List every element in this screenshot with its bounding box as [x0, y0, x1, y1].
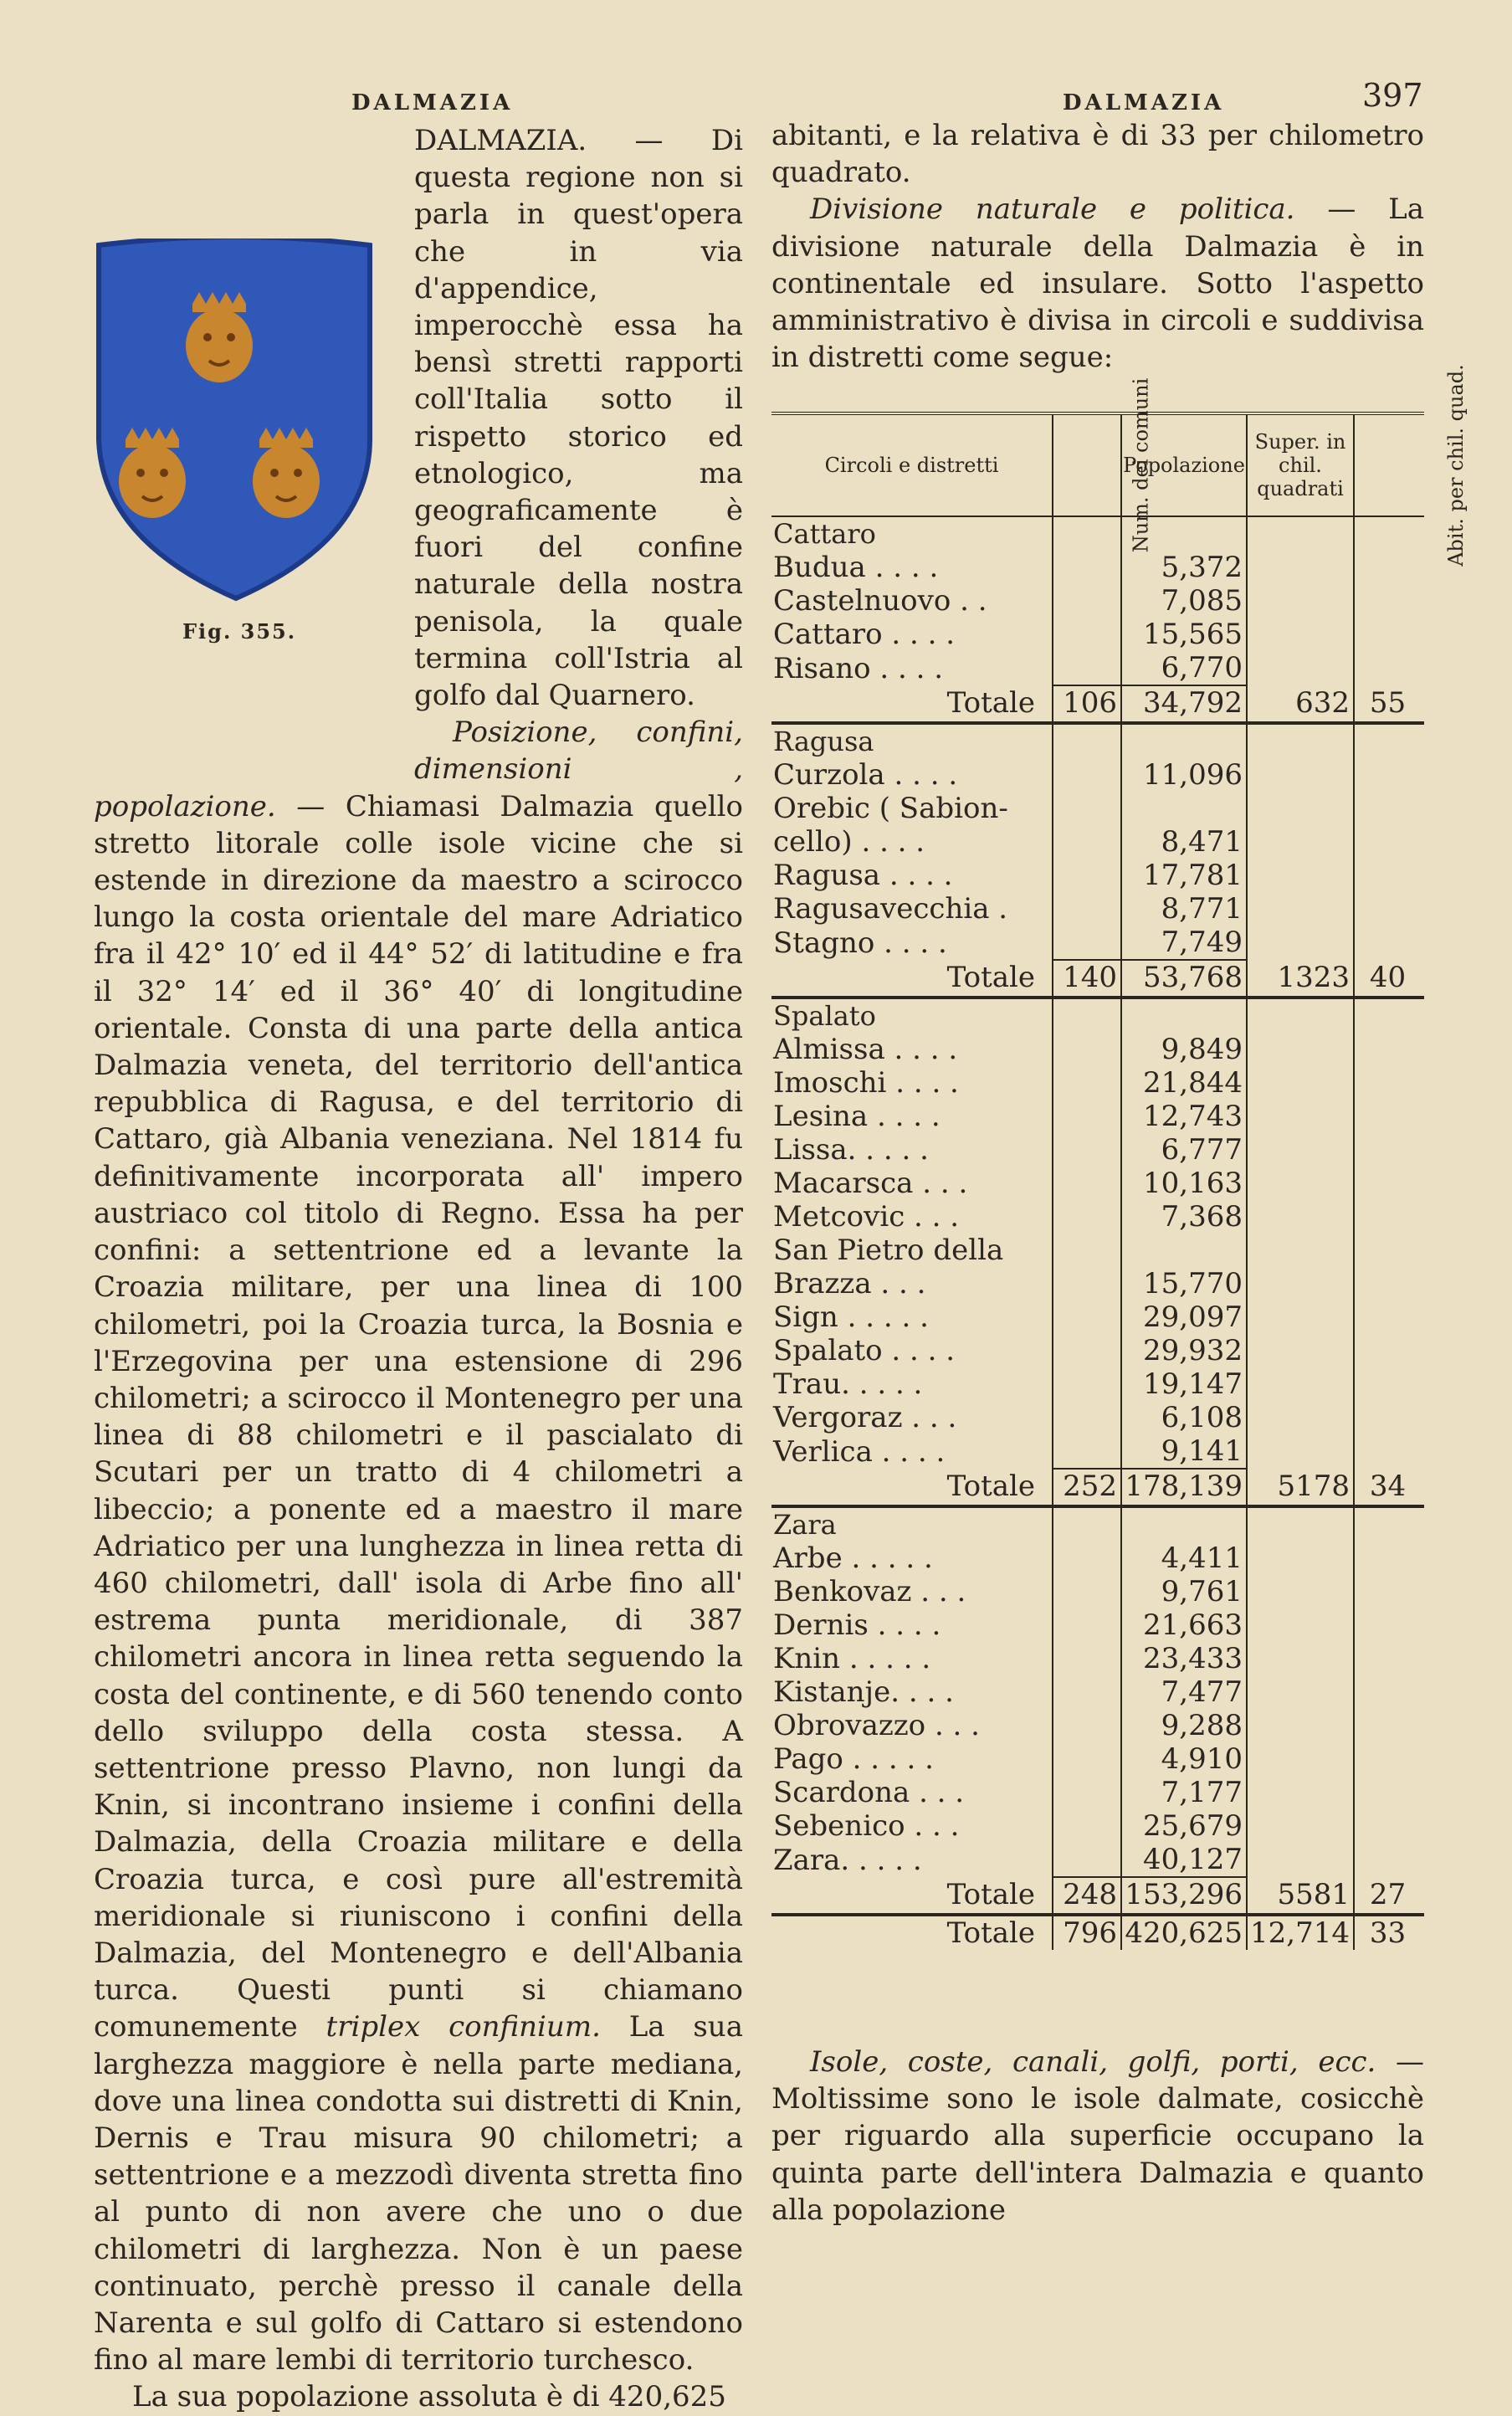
- cell-ab: [1354, 618, 1424, 651]
- table-row: [771, 1709, 1424, 1742]
- table-row: [771, 1167, 1424, 1200]
- cell-sup: [1247, 1100, 1354, 1133]
- cell-ab: [1354, 1541, 1424, 1575]
- population-paragraph: La sua popolazione assoluta è di 420,625: [132, 2380, 726, 2414]
- cell-pop: [1121, 1506, 1247, 1541]
- cell-ab: [1354, 1709, 1424, 1742]
- district-population: 4,411: [1121, 1541, 1247, 1575]
- district-population: 19,147: [1121, 1367, 1247, 1401]
- district-name: Curzola . . . .: [773, 758, 958, 792]
- district-name: Stagno . . . .: [773, 926, 947, 960]
- cell-ab: [1354, 723, 1424, 758]
- section-title-position: Posizione, confini, dimensioni , popolazione.: [94, 716, 743, 823]
- cell-sup: [1247, 1506, 1354, 1541]
- cell-sup: [1247, 1709, 1354, 1742]
- table-row: [771, 1742, 1424, 1776]
- cell-num: [1053, 1367, 1121, 1401]
- circle-name: Cattaro: [773, 518, 876, 550]
- district-population: 9,849: [1121, 1033, 1247, 1066]
- table-row: [771, 1843, 1424, 1877]
- continuation-paragraph: abitanti, e la relativa è di 33 per chilometro quadrato.: [771, 119, 1424, 190]
- cell-sup: [1247, 859, 1354, 892]
- total-population: 178,139: [1121, 1469, 1247, 1506]
- table-row: [771, 618, 1424, 651]
- table-row: [771, 584, 1424, 618]
- page-number: 397: [1362, 77, 1423, 114]
- grand-total-superficie: 12,714: [1247, 1915, 1354, 1950]
- district-population: 9,761: [1121, 1575, 1247, 1608]
- total-label: Totale: [771, 685, 1053, 723]
- figure-spacer: [94, 233, 407, 768]
- cell-num: [1053, 1843, 1121, 1877]
- cell-ab: [1354, 792, 1424, 825]
- cell-num: [1053, 1675, 1121, 1709]
- district-population: 29,097: [1121, 1300, 1247, 1334]
- cell-ab: [1354, 859, 1424, 892]
- cell-ab: [1354, 1100, 1424, 1133]
- triplex-confinium: triplex confinium.: [325, 2010, 601, 2044]
- cell-num: [1053, 1167, 1121, 1200]
- cell-sup: [1247, 1642, 1354, 1675]
- cell-sup: [1247, 1234, 1354, 1267]
- cell-num: [1053, 892, 1121, 926]
- table-row-total: [771, 1877, 1424, 1915]
- cell-sup: [1247, 1809, 1354, 1843]
- cell-sup: [1247, 1401, 1354, 1434]
- cell-num: [1053, 998, 1121, 1033]
- cell-sup: [1247, 1575, 1354, 1608]
- position-paragraph: [94, 714, 743, 2378]
- district-population: 7,368: [1121, 1200, 1247, 1234]
- cell-num: [1053, 1401, 1121, 1434]
- district-name: Zara. . . . .: [773, 1843, 922, 1877]
- cell-ab: [1354, 1300, 1424, 1334]
- district-name: Risano . . . .: [773, 651, 944, 685]
- district-name: Castelnuovo . .: [773, 584, 987, 618]
- total-abitanti: 34: [1354, 1469, 1424, 1506]
- total-num-comuni: 252: [1053, 1469, 1121, 1506]
- district-population: 6,777: [1121, 1133, 1247, 1167]
- cell-ab: [1354, 1434, 1424, 1469]
- total-superficie: 5178: [1247, 1469, 1354, 1506]
- cell-ab: [1354, 892, 1424, 926]
- cell-num: [1053, 1300, 1121, 1334]
- table-row: [771, 1133, 1424, 1167]
- district-population: 10,163: [1121, 1167, 1247, 1200]
- width-text: La sua larghezza maggiore è nella parte mediana, dove una linea condotta sui distretti di Knin, Dernis e Trau misura 90 chilometri; a settentrione e a mezzodì diventa stretta fino al punto di non avere che uno o due chilometri di larghezza. Non è un paese continuato, perchè presso il canale della Narenta e sul golfo di Cattaro si estendono fino al mare lembi di territorio turchesco.: [94, 2010, 743, 2378]
- cell-num: [1053, 1809, 1121, 1843]
- table-row: [771, 1234, 1424, 1267]
- division-text: — La divisione naturale della Dalmazia è in continentale ed insulare. Sotto l'aspetto amministrativo è divisa in circoli e suddivisa in distretti come segue:: [771, 192, 1424, 375]
- table-row-circle: [771, 998, 1424, 1033]
- cell-sup: [1247, 1267, 1354, 1300]
- header-circoli: Circoli e distretti: [771, 413, 1053, 516]
- cell-num: [1053, 1133, 1121, 1167]
- table-row: [771, 1642, 1424, 1675]
- division-paragraph: [771, 191, 1424, 376]
- cell-sup: [1247, 516, 1354, 551]
- table-row: [771, 1608, 1424, 1642]
- district-population: 7,477: [1121, 1675, 1247, 1709]
- cell-num: [1053, 825, 1121, 859]
- cell-ab: [1354, 1200, 1424, 1234]
- table-row: [771, 825, 1424, 859]
- district-name: Orebic ( Sabion-: [773, 792, 1008, 825]
- district-name: Metcovic . . .: [773, 1200, 960, 1234]
- total-num-comuni: 140: [1053, 960, 1121, 998]
- cell-num: [1053, 551, 1121, 584]
- district-name: Cattaro . . . .: [773, 618, 956, 651]
- total-superficie: 5581: [1247, 1877, 1354, 1915]
- header-superficie: Super. in chil. quadrati: [1247, 413, 1354, 516]
- district-name: Pago . . . . .: [773, 1742, 934, 1776]
- cell-ab: [1354, 926, 1424, 960]
- table-row: [771, 551, 1424, 584]
- district-name: Macarsca . . .: [773, 1167, 968, 1200]
- cell-sup: [1247, 1033, 1354, 1066]
- district-population: 17,781: [1121, 859, 1247, 892]
- cell-num: [1053, 651, 1121, 685]
- district-name: Ragusa . . . .: [773, 859, 953, 892]
- district-population: 9,288: [1121, 1709, 1247, 1742]
- cell-num: [1053, 1200, 1121, 1234]
- total-population: 53,768: [1121, 960, 1247, 998]
- total-num-comuni: 106: [1053, 685, 1121, 723]
- district-name: Knin . . . . .: [773, 1642, 931, 1675]
- circle-name: Zara: [773, 1509, 837, 1541]
- total-abitanti: 40: [1354, 960, 1424, 998]
- table-row: [771, 1066, 1424, 1100]
- table-row: [771, 1809, 1424, 1843]
- district-population: 9,141: [1121, 1434, 1247, 1469]
- cell-ab: [1354, 1843, 1424, 1877]
- cell-ab: [1354, 1575, 1424, 1608]
- total-num-comuni: 248: [1053, 1877, 1121, 1915]
- cell-sup: [1247, 1200, 1354, 1234]
- district-population: 4,910: [1121, 1742, 1247, 1776]
- cell-sup: [1247, 926, 1354, 960]
- district-name: Lissa. . . . .: [773, 1133, 929, 1167]
- cell-sup: [1247, 1742, 1354, 1776]
- district-name: Arbe . . . . .: [773, 1541, 933, 1575]
- cell-num: [1053, 1709, 1121, 1742]
- left-column-text: [94, 122, 743, 2416]
- table-body: [771, 516, 1424, 1950]
- article-lead-word-text: DALMAZIA.: [414, 124, 587, 157]
- total-abitanti: 27: [1354, 1877, 1424, 1915]
- cell-ab: [1354, 1675, 1424, 1709]
- district-name: Brazza . . .: [773, 1267, 926, 1300]
- grand-total-population: 420,625: [1121, 1915, 1247, 1950]
- table-row-circle: [771, 723, 1424, 758]
- table-row: [771, 1575, 1424, 1608]
- table-row: [771, 792, 1424, 825]
- cell-ab: [1354, 551, 1424, 584]
- table-row-total: [771, 960, 1424, 998]
- district-population: 11,096: [1121, 758, 1247, 792]
- district-population: 6,108: [1121, 1401, 1247, 1434]
- table-row: [771, 926, 1424, 960]
- district-name: Dernis . . . .: [773, 1608, 941, 1642]
- cell-sup: [1247, 651, 1354, 685]
- cell-ab: [1354, 1334, 1424, 1367]
- cell-ab: [1354, 1608, 1424, 1642]
- cell-sup: [1247, 723, 1354, 758]
- cell-ab: [1354, 1642, 1424, 1675]
- district-name: cello) . . . .: [773, 825, 925, 859]
- district-name: Trau. . . . .: [773, 1367, 923, 1401]
- table-row: [771, 758, 1424, 792]
- running-head-left: DALMAZIA: [351, 90, 514, 115]
- cell-num: [1053, 926, 1121, 960]
- cell-sup: [1247, 792, 1354, 825]
- cell-num: [1053, 1234, 1121, 1267]
- table-row-total: [771, 685, 1424, 723]
- cell-sup: [1247, 1776, 1354, 1809]
- cell-ab: [1354, 584, 1424, 618]
- cell-sup: [1247, 584, 1354, 618]
- running-head-right: DALMAZIA: [1063, 90, 1225, 115]
- table-row: [771, 1267, 1424, 1300]
- cell-ab: [1354, 1367, 1424, 1401]
- table-row: [771, 1200, 1424, 1234]
- district-name: Obrovazzo . . .: [773, 1709, 980, 1742]
- circle-name: Ragusa: [773, 726, 874, 757]
- district-name: Ragusavecchia .: [773, 892, 1008, 926]
- district-name: Verlica . . . .: [773, 1434, 946, 1469]
- cell-num: [1053, 1033, 1121, 1066]
- total-population: 153,296: [1121, 1877, 1247, 1915]
- table-row: [771, 1367, 1424, 1401]
- cell-num: [1053, 1776, 1121, 1809]
- cell-num: [1053, 1575, 1121, 1608]
- district-population: 12,743: [1121, 1100, 1247, 1133]
- district-population: [1121, 792, 1247, 825]
- table-row: [771, 1675, 1424, 1709]
- table-row-total: [771, 1469, 1424, 1506]
- table-header-row: [771, 413, 1424, 516]
- district-name: Sebenico . . .: [773, 1809, 960, 1843]
- cell-sup: [1247, 1434, 1354, 1469]
- district-population: 40,127: [1121, 1843, 1247, 1877]
- cell-ab: [1354, 1742, 1424, 1776]
- total-population: 34,792: [1121, 685, 1247, 723]
- cell-num: [1053, 516, 1121, 551]
- cell-num: [1053, 1066, 1121, 1100]
- cell-num: [1053, 723, 1121, 758]
- header-popolazione: Popolazione: [1121, 413, 1247, 516]
- total-label: Totale: [771, 1469, 1053, 1506]
- cell-num: [1053, 618, 1121, 651]
- district-population: 8,471: [1121, 825, 1247, 859]
- cell-num: [1053, 1267, 1121, 1300]
- cell-sup: [1247, 1167, 1354, 1200]
- table-row: [771, 1541, 1424, 1575]
- cell-sup: [1247, 1300, 1354, 1334]
- district-population: [1121, 1234, 1247, 1267]
- grand-total-label: Totale: [771, 1915, 1053, 1950]
- circle-name: Spalato: [773, 1000, 876, 1032]
- header-abitanti: Abit. per chil. quad.: [1354, 413, 1424, 516]
- district-name: Vergoraz . . .: [773, 1401, 957, 1434]
- cell-num: [1053, 1642, 1121, 1675]
- cell-ab: [1354, 651, 1424, 685]
- grand-total-abitanti: 33: [1354, 1915, 1424, 1950]
- districts-table: [771, 364, 1468, 1950]
- table-row: [771, 1300, 1424, 1334]
- header-num-comuni: Num. dei comuni: [1053, 413, 1121, 516]
- cell-sup: [1247, 1133, 1354, 1167]
- total-abitanti: 55: [1354, 685, 1424, 723]
- table-row: [771, 892, 1424, 926]
- table-row: [771, 1100, 1424, 1133]
- islands-text: — Moltissime sono le isole dalmate, cosicchè per riguardo alla superficie occupano la quinta parte dell'intera Dalmazia e quanto alla popolazione: [771, 2045, 1424, 2227]
- section-title-islands: Isole, coste, canali, golfi, porti, ecc.: [810, 2045, 1376, 2079]
- district-population: 8,771: [1121, 892, 1247, 926]
- district-name: Imoschi . . . .: [773, 1066, 959, 1100]
- district-population: 15,565: [1121, 618, 1247, 651]
- district-population: 15,770: [1121, 1267, 1247, 1300]
- total-superficie: 632: [1247, 685, 1354, 723]
- section-title-division: Divisione naturale e politica.: [810, 192, 1295, 227]
- district-name: Almissa . . . .: [773, 1033, 958, 1066]
- district-name: Spalato . . . .: [773, 1334, 956, 1367]
- cell-sup: [1247, 1367, 1354, 1401]
- table-row: [771, 1334, 1424, 1367]
- cell-num: [1053, 758, 1121, 792]
- cell-ab: [1354, 1066, 1424, 1100]
- total-superficie: 1323: [1247, 960, 1354, 998]
- district-population: 7,085: [1121, 584, 1247, 618]
- table-row: [771, 1776, 1424, 1809]
- table-row: [771, 1434, 1424, 1469]
- districts-table-wrap: [771, 364, 1468, 1950]
- cell-sup: [1247, 1608, 1354, 1642]
- cell-sup: [1247, 1334, 1354, 1367]
- cell-num: [1053, 1608, 1121, 1642]
- district-name: Scardona . . .: [773, 1776, 965, 1809]
- cell-num: [1053, 1434, 1121, 1469]
- cell-num: [1053, 792, 1121, 825]
- district-name: Kistanje. . . .: [773, 1675, 954, 1709]
- cell-sup: [1247, 1675, 1354, 1709]
- cell-ab: [1354, 1133, 1424, 1167]
- cell-num: [1053, 1742, 1121, 1776]
- table-row: [771, 651, 1424, 685]
- cell-num: [1053, 1334, 1121, 1367]
- table-row: [771, 1401, 1424, 1434]
- cell-sup: [1247, 618, 1354, 651]
- cell-sup: [1247, 1066, 1354, 1100]
- district-population: 29,932: [1121, 1334, 1247, 1367]
- district-population: 21,663: [1121, 1608, 1247, 1642]
- cell-num: [1053, 1541, 1121, 1575]
- table-row-grand-total: [771, 1915, 1424, 1950]
- grand-total-num: 796: [1053, 1915, 1121, 1950]
- table-row: [771, 859, 1424, 892]
- cell-sup: [1247, 1843, 1354, 1877]
- district-population: 7,177: [1121, 1776, 1247, 1809]
- table-row-circle: [771, 516, 1424, 551]
- cell-num: [1053, 584, 1121, 618]
- cell-sup: [1247, 758, 1354, 792]
- cell-ab: [1354, 1401, 1424, 1434]
- district-population: 6,770: [1121, 651, 1247, 685]
- district-population: 7,749: [1121, 926, 1247, 960]
- cell-sup: [1247, 551, 1354, 584]
- figure-caption: Fig. 355.: [182, 619, 297, 644]
- cell-ab: [1354, 1267, 1424, 1300]
- position-text: — Chiamasi Dalmazia quello stretto litorale colle isole vicine che si estende in direzione da maestro a scirocco lungo la costa orientale del mare Adriatico fra il 42° 10′ ed il 44° 52′ di latitudine e fra il 32° 14′ ed il 36° 40′ di longitudine orientale. Consta di una parte della antica Dalmazia veneta, del territorio dell'antica repubblica di Ragusa, e del territorio di Cattaro, già Albania veneziana. Nel 1814 fu definitivamente incorporata all' impero austriaco col titolo di Regno. Essa ha per confini: a settentrione ed a levante la Croazia militare, per una linea di 100 chilometri, poi la Croazia turca, la Bosnia e l'Erzegovina per una estensione di 296 chilometri; a scirocco il Montenegro per una linea di 88 chilometri e il pascialato di Scutari per un tratto di 4 chilometri a libeccio; a ponente ed a maestro il mare Adriatico per una lunghezza in linea retta di 460 chilometri, dall' isola di Arbe fino all' estrema punta meridionale, di 387 chilometri ancora in linea retta seguendo la costa del continente, e di 560 tenendo conto dello sviluppo della costa stessa. A settentrione presso Plavno, non lungi da Knin, si incontrano insieme i confini della Dalmazia, della Croazia militare e della Croazia turca, e così pure all'estremità meridionale si riuniscono i confini della Dalmazia, del Montenegro e dell'Albania turca. Questi punti si chiamano comunemente: [94, 789, 743, 2044]
- total-label: Totale: [771, 1877, 1053, 1915]
- cell-sup: [1247, 1541, 1354, 1575]
- cell-ab: [1354, 1234, 1424, 1267]
- cell-ab: [1354, 825, 1424, 859]
- district-population: 23,433: [1121, 1642, 1247, 1675]
- cell-ab: [1354, 516, 1424, 551]
- district-name: Budua . . . .: [773, 551, 939, 584]
- cell-sup: [1247, 825, 1354, 859]
- cell-pop: [1121, 723, 1247, 758]
- cell-ab: [1354, 1776, 1424, 1809]
- intro-text: — Di questa regione non si parla in quest'opera che in via d'appendice, imperocchè essa ha bensì stretti rapporti coll'Italia sotto il rispetto storico ed etnologico, ma geograficamente è fuori del confine naturale della nostra penisola, la quale termina coll'Istria al golfo dal Quarnero.: [414, 124, 743, 713]
- cell-ab: [1354, 758, 1424, 792]
- district-name: San Pietro della: [773, 1234, 1004, 1267]
- cell-ab: [1354, 1809, 1424, 1843]
- district-name: Benkovaz . . .: [773, 1575, 966, 1608]
- islands-paragraph: [771, 2044, 1424, 2229]
- table-row-circle: [771, 1506, 1424, 1541]
- cell-ab: [1354, 1167, 1424, 1200]
- cell-num: [1053, 1506, 1121, 1541]
- district-population: 21,844: [1121, 1066, 1247, 1100]
- cell-ab: [1354, 1033, 1424, 1066]
- district-name: Lesina . . . .: [773, 1100, 941, 1133]
- cell-pop: [1121, 998, 1247, 1033]
- cell-sup: [1247, 892, 1354, 926]
- islands-text-block: [771, 2044, 1424, 2229]
- district-population: 25,679: [1121, 1809, 1247, 1843]
- cell-num: [1053, 1100, 1121, 1133]
- cell-num: [1053, 859, 1121, 892]
- cell-ab: [1354, 1506, 1424, 1541]
- cell-ab: [1354, 998, 1424, 1033]
- district-population: 5,372: [1121, 551, 1247, 584]
- district-name: Sign . . . . .: [773, 1300, 929, 1334]
- right-column: [771, 117, 1424, 376]
- total-label: Totale: [771, 960, 1053, 998]
- cell-sup: [1247, 998, 1354, 1033]
- table-row: [771, 1033, 1424, 1066]
